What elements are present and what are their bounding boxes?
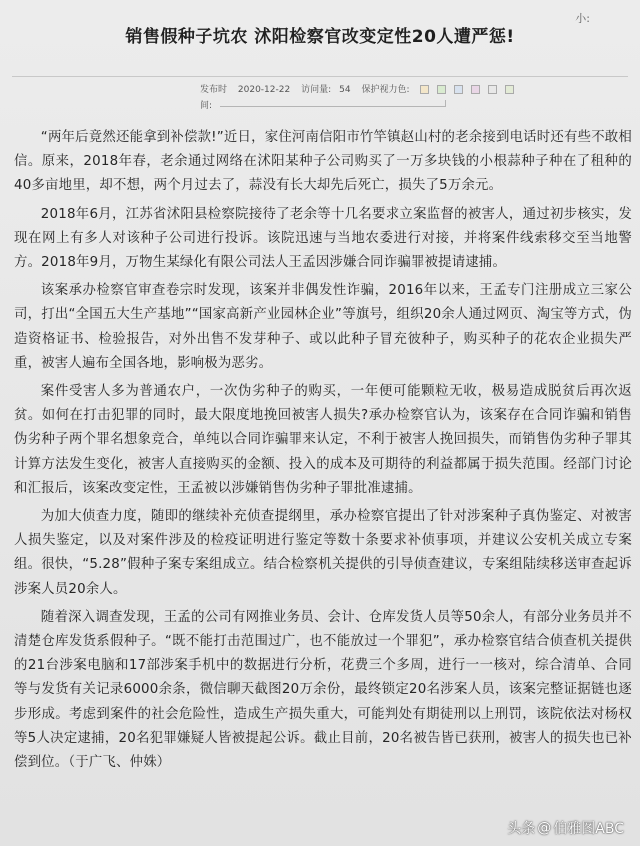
paragraph: 案件受害人多为普通农户，一次伪劣种子的购买，一年便可能颗粒无收，极易造成脱贫后再次返贫。如何在打击犯罪的同时，最大限度地挽回被害人损失?承办检察官认为，该案存在合同诈骗和销售伪劣种子两个罪名想象竞合，单纯以合同诈骗罪来认定，不利于被害人挽回损失，而销售伪劣种子罪其计算方法发生变化，被害人直接购买的金额、投入的成本及可期待的利益都属于损失范围。经部门讨论和汇报后，该案改变定性，王孟被以涉嫌销售伪劣种子罪批准逮捕。 — [14, 384, 632, 496]
watermark-name: 伯雅图ABC — [553, 821, 624, 837]
paragraph: 为加大侦查力度，随即的继续补充侦查提纲里，承办检察官提出了针对涉案种子真伪鉴定、对被害人损失鉴定，以及对案件涉及的检疫证明进行鉴定等数十条要求补侦事项，并建议公安机关成立专案组。很快，“5.28”假种子案专案组成立。结合检察机关提供的引导侦查建议，专案组陆续移送审查起诉涉案人员20余人。 — [14, 509, 632, 597]
paragraph: 该案承办检察官审查卷宗时发现，该案并非偶发性诈骗，2016年以来，王孟专门注册成立三家公司，打出“全国五大生产基地”“国家高新产业园林企业”等旗号，组织20余人通过网页、淘宝等方式，伪造资格证书、检验报告，对外出售不发芽种子、或以此种子冒充彼种子，购买种子的花农企业损失严重，被害人遍布全国各地，影响极为恶劣。 — [14, 283, 632, 371]
eye-color-swatch[interactable] — [505, 85, 514, 94]
paragraph: “两年后竟然还能拿到补偿款!”近日，家住河南信阳市竹竿镇赵山村的老余接到电话时还有些不敢相信。原来，2018年春，老余通过网络在沭阳某种子公司购买了一万多块钱的小根蒜种子种在了租种的40多亩地里，却不想，两个月过去了，蒜没有长大却先后死亡，损失了5万余元。 — [14, 130, 632, 194]
eye-color-swatch[interactable] — [437, 85, 446, 94]
visits-label: 访问量: — [301, 85, 332, 95]
publish-date: 2020-12-22 — [237, 85, 291, 95]
eye-color-swatch[interactable] — [471, 85, 480, 94]
paragraph: 2018年6月，江苏省沭阳县检察院接待了老余等十几名要求立案监督的被害人，通过初步核实，发现在网上有多人对该种子公司进行投诉。该院迅速与当地农委进行对接，并将案件线索移交至当地警方。2018年9月，万物生某绿化有限公司法人王孟因涉嫌合同诈骗罪被提请逮捕。 — [14, 206, 632, 271]
eye-color-swatches — [420, 85, 522, 95]
publish-time-suffix: 间: — [200, 101, 213, 111]
eye-color-swatch[interactable] — [420, 85, 429, 94]
eye-color-swatch[interactable] — [488, 85, 497, 94]
title-divider — [12, 76, 628, 77]
watermark-prefix: 头条 — [507, 821, 536, 837]
article-title: 销售假种子坑农 沭阳检察官改变定性20人遭严惩! — [125, 27, 515, 47]
visits-count: 54 — [339, 85, 351, 95]
watermark-at: @ — [537, 820, 552, 836]
protect-eye-label: 保护视力色: — [361, 85, 410, 95]
eye-color-swatch[interactable] — [454, 85, 463, 94]
meta-underline-tick — [445, 100, 446, 107]
meta-underline — [220, 106, 446, 107]
publish-label: 发布时 — [200, 85, 228, 95]
paragraph: 随着深入调查发现，王孟的公司有网推业务员、会计、仓库发货人员等50余人，有部分业务员并不清楚仓库发货系假种子。“既不能打击范围过广，也不能放过一个罪犯”，承办检察官结合侦查机关提供的21台涉案电脑和17部涉案手机中的数据进行分析，花费三个多周，进行一一核对，综合清单、合同等与发货有关记录6000余条，微信聊天截图20万余份，最终锁定20名涉案人员，该案完整证据链也逐步形成。考虑到案件的社会危险性，造成生产损失重大，可能判处有期徒刑以上刑罚，该院依法对杨权等5人决定逮捕，20名犯罪嫌疑人皆被提起公诉。截止目前，20名被告皆已获刑，被害人的损失也已补偿到位。（于广飞、仲姝） — [14, 609, 632, 771]
source-watermark — [507, 818, 624, 838]
corner-mark: 小: — [575, 12, 590, 25]
article-meta — [200, 83, 530, 97]
article-body — [14, 126, 632, 779]
